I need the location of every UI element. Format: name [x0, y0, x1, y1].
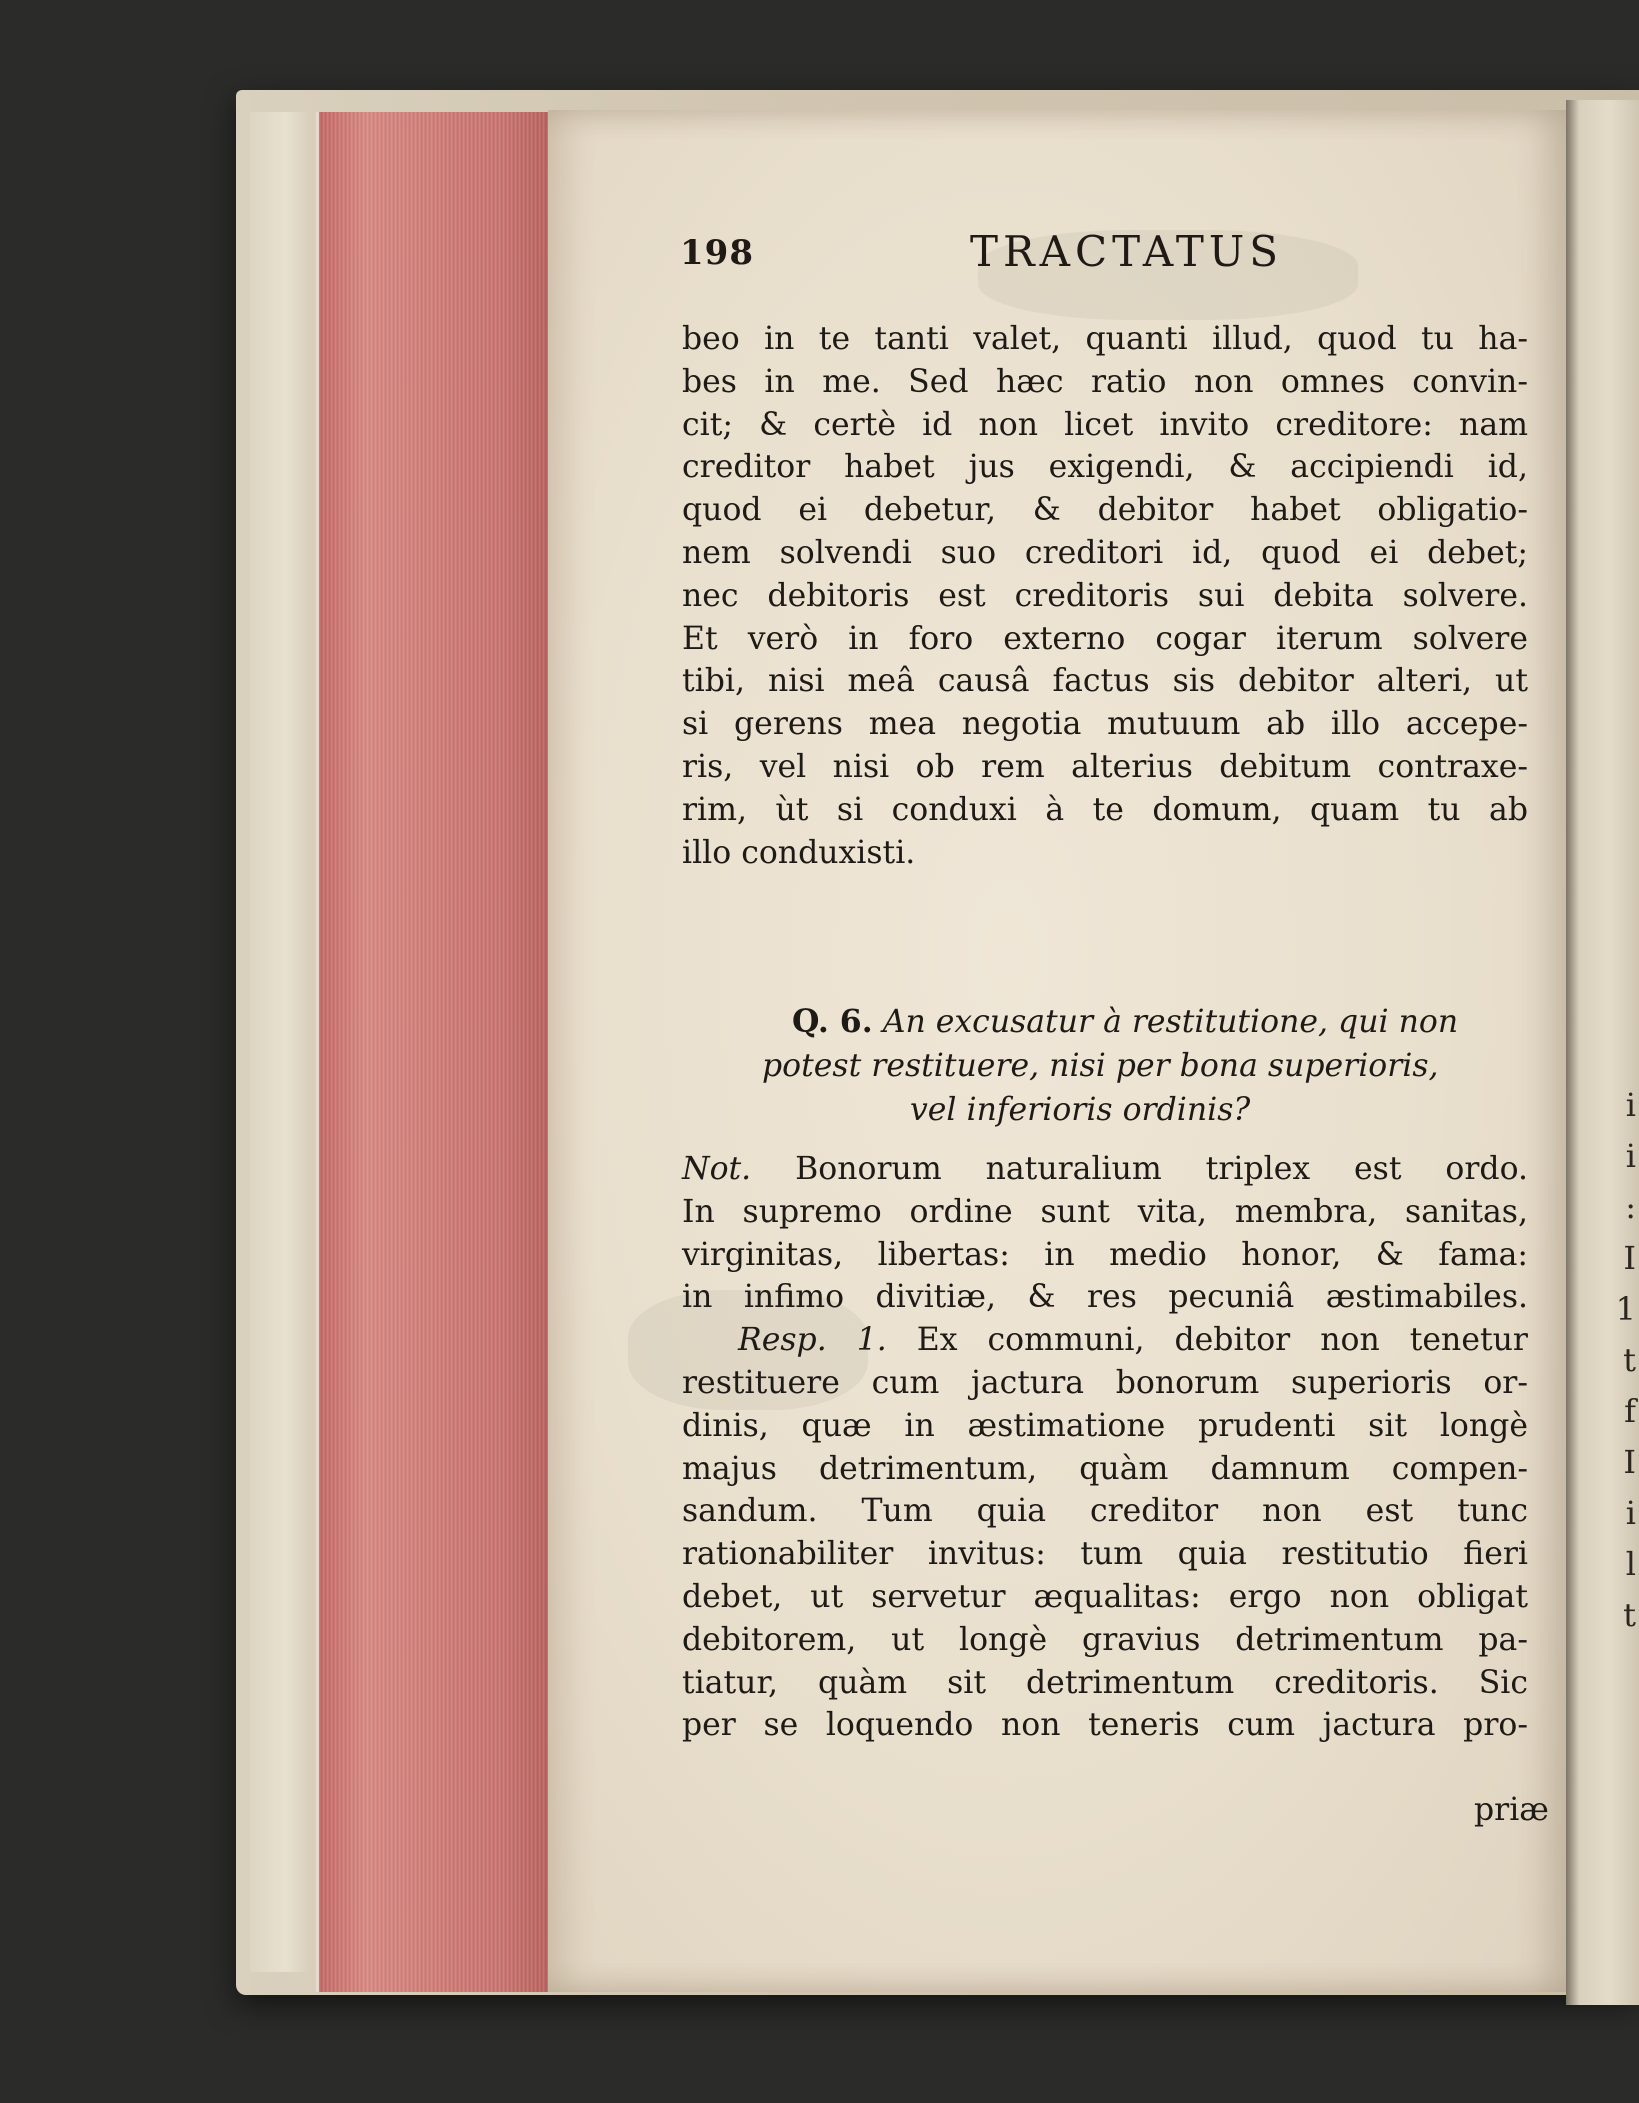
facing-char: I: [1623, 1239, 1636, 1277]
page-number: 198: [680, 233, 754, 273]
text-line: [682, 1148, 1528, 1191]
resp-label: Resp. 1.: [738, 1322, 887, 1359]
facing-char: I: [1623, 1443, 1636, 1481]
catchword: priæ: [1474, 1792, 1549, 1828]
question-line: vel inferioris ordinis?: [910, 1092, 1251, 1128]
line-text: Ex communi, debitor non tenetur: [916, 1322, 1528, 1359]
facing-page-fragments: [1600, 1080, 1636, 1641]
text-line: In supremo ordine sunt vita, membra, sanitas,: [682, 1193, 1528, 1230]
red-sprinkled-page-edges: [316, 112, 553, 1992]
text-line: rationabiliter invitus: tum quia restitutio fieri: [682, 1536, 1528, 1573]
text-line: si gerens mea negotia mutuum ab illo accepe-: [682, 706, 1528, 743]
question-line: potest restituere, nisi per bona superioris,: [762, 1048, 1439, 1084]
text-line: tibi, nisi meâ causâ factus sis debitor alteri, ut: [682, 663, 1528, 700]
text-line: illo conduxisti.: [682, 834, 916, 871]
text-line: restituere cum jactura bonorum superioris or-: [682, 1364, 1528, 1401]
text-line: virginitas, libertas: in medio honor, & fama:: [682, 1236, 1528, 1273]
text-line: dinis, quæ in æstimatione prudenti sit longè: [682, 1407, 1528, 1444]
question-heading: [682, 1000, 1528, 1132]
question-label: Q. 6.: [792, 1003, 873, 1040]
line-text: Bonorum naturalium triplex est ordo.: [795, 1151, 1529, 1187]
facing-char: :: [1625, 1188, 1636, 1226]
text-line: tiatur, quàm sit detrimentum creditoris. Sic: [682, 1664, 1528, 1701]
text-line: debitorem, ut longè gravius detrimentum pa-: [682, 1621, 1528, 1658]
paragraph-continued: [682, 318, 1528, 874]
running-title: TRACTATUS: [970, 227, 1284, 276]
text-line: per se loquendo non teneris cum jactura pro-: [682, 1707, 1528, 1744]
text-line: [682, 1319, 1528, 1362]
facing-char: l: [1625, 1545, 1636, 1583]
text-line: debet, ut servetur æqualitas: ergo non obligat: [682, 1578, 1528, 1615]
text-line: nec debitoris est creditoris sui debita solvere.: [682, 577, 1528, 614]
text-line: cit; & certè id non licet invito creditore: nam: [682, 406, 1528, 443]
facing-char: i: [1625, 1494, 1636, 1532]
text-line: beo in te tanti valet, quanti illud, quod tu ha-: [682, 321, 1528, 357]
facing-char: t: [1623, 1341, 1636, 1379]
not-label: Not.: [682, 1151, 752, 1187]
question-text: An excusatur à restitutione, qui non: [882, 1004, 1459, 1040]
book-gutter: [1566, 100, 1639, 2005]
text-line: bes in me. Sed hæc ratio non omnes convin-: [682, 363, 1528, 400]
question-line: [682, 1000, 1528, 1044]
facing-char: t: [1623, 1596, 1636, 1634]
text-line: nem solvendi suo creditori id, quod ei debet;: [682, 534, 1528, 571]
text-line: sandum. Tum quia creditor non est tunc: [682, 1493, 1528, 1530]
text-line: creditor habet jus exigendi, & accipiendi id,: [682, 449, 1528, 486]
text-line: rim, ùt si conduxi à te domum, quam tu ab: [682, 791, 1528, 828]
facing-char: f: [1624, 1392, 1636, 1430]
text-line: quod ei debetur, & debitor habet obligatio-: [682, 492, 1528, 529]
cover-edge: [250, 112, 310, 1972]
text-line: in infimo divitiæ, & res pecuniâ æstimabiles.: [682, 1279, 1528, 1316]
facing-char: i: [1625, 1137, 1636, 1175]
facing-char: i: [1625, 1086, 1636, 1124]
text-line: ris, vel nisi ob rem alterius debitum contraxe-: [682, 748, 1528, 785]
text-line: Et verò in foro externo cogar iterum solvere: [682, 620, 1528, 657]
page-header: [680, 225, 1540, 285]
facing-char: 1: [1615, 1290, 1636, 1328]
paragraph-notes-response: [682, 1148, 1528, 1747]
text-line: majus detrimentum, quàm damnum compen-: [682, 1450, 1528, 1487]
